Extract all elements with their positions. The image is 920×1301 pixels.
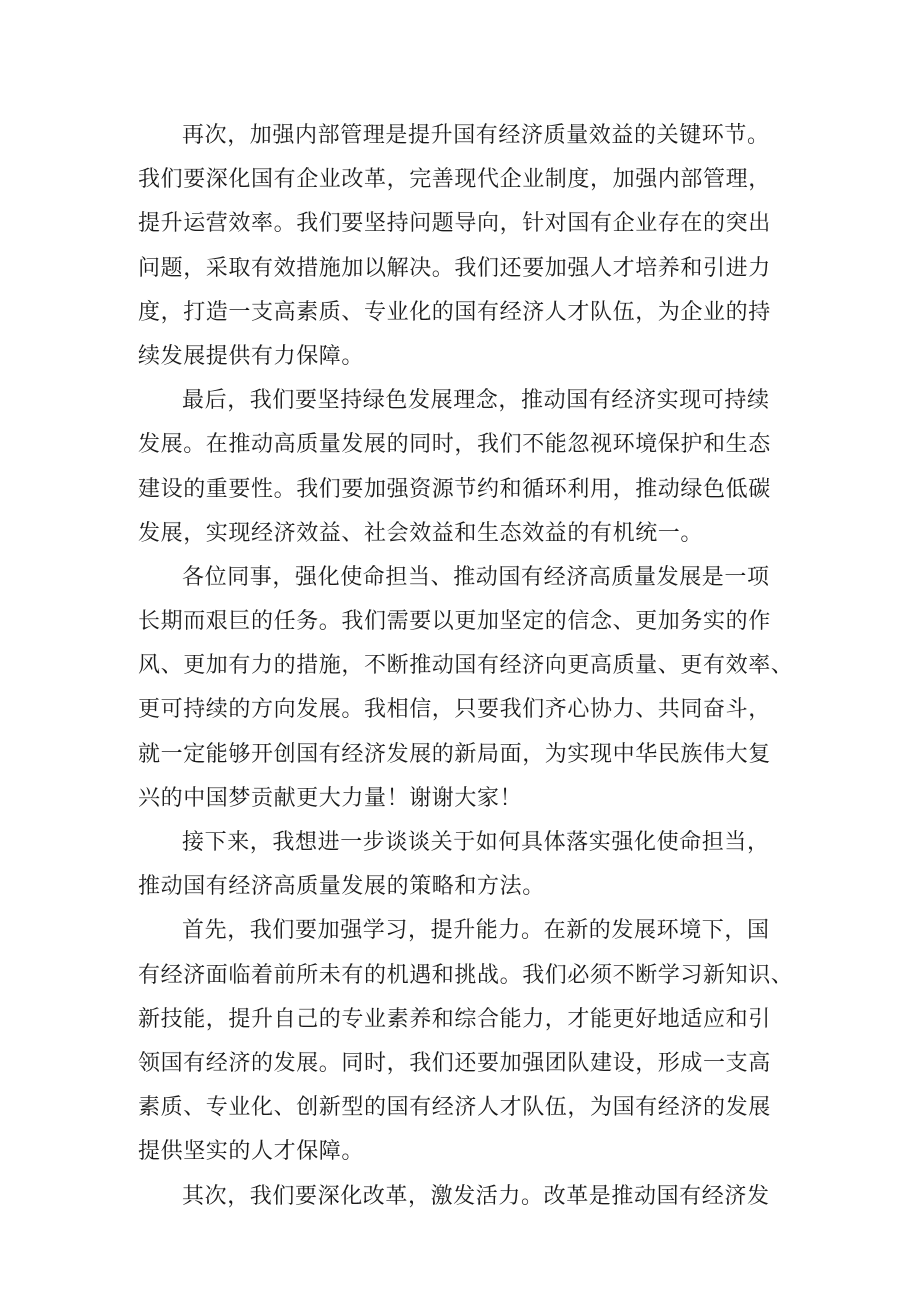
text-line: 更可持续的方向发展。我相信，只要我们齐心协力、共同奋斗， xyxy=(138,697,771,723)
text-line: 建设的重要性。我们要加强资源节约和循环利用，推动绿色低碳 xyxy=(138,476,771,502)
document-body xyxy=(138,114,794,1219)
text-line: 首先，我们要加强学习，提升能力。在新的发展环境下，国 xyxy=(182,918,770,944)
text-line: 提供坚实的人才保障。 xyxy=(138,1139,365,1165)
text-line: 最后，我们要坚持绿色发展理念，推动国有经济实现可持续 xyxy=(182,388,770,414)
paragraph-learning xyxy=(138,909,794,1174)
text-line: 问题，采取有效措施加以解决。我们还要加强人才培养和引进力 xyxy=(138,255,771,281)
text-line: 有经济面临着前所未有的机遇和挑战。我们必须不断学习新知识、 xyxy=(138,962,794,988)
text-line: 各位同事，强化使命担当、推动国有经济高质量发展是一项 xyxy=(182,564,770,590)
paragraph-next-topic xyxy=(138,821,790,909)
paragraph-green-development xyxy=(138,379,790,556)
text-line: 度，打造一支高素质、专业化的国有经济人才队伍，为企业的持 xyxy=(138,299,771,325)
text-line: 续发展提供有力保障。 xyxy=(138,343,365,369)
text-line: 推动国有经济高质量发展的策略和方法。 xyxy=(138,874,545,900)
text-line: 兴的中国梦贡献更大力量！谢谢大家！ xyxy=(138,785,523,811)
text-line: 发展，实现经济效益、社会效益和生态效益的有机统一。 xyxy=(138,520,704,546)
paragraph-closing-remarks xyxy=(138,556,794,821)
text-line: 我们要深化国有企业改革，完善现代企业制度，加强内部管理， xyxy=(138,167,771,193)
text-line: 风、更加有力的措施，不断推动国有经济向更高质量、更有效率、 xyxy=(138,653,794,679)
text-line: 接下来，我想进一步谈谈关于如何具体落实强化使命担当， xyxy=(182,830,770,855)
paragraph-internal-management xyxy=(138,114,790,379)
text-line: 发展。在推动高质量发展的同时，我们不能忽视环境保护和生态 xyxy=(138,432,771,458)
text-line: 再次，加强内部管理是提升国有经济质量效益的关键环节。 xyxy=(182,123,770,148)
text-line: 就一定能够开创国有经济发展的新局面，为实现中华民族伟大复 xyxy=(138,741,771,767)
text-line: 新技能，提升自己的专业素养和综合能力，才能更好地适应和引 xyxy=(138,1006,771,1032)
text-line: 领国有经济的发展。同时，我们还要加强团队建设，形成一支高 xyxy=(138,1050,771,1076)
text-line: 其次，我们要深化改革，激发活力。改革是推动国有经济发 xyxy=(182,1183,770,1209)
text-line: 长期而艰巨的任务。我们需要以更加坚定的信念、更加务实的作 xyxy=(138,609,771,635)
paragraph-reform xyxy=(138,1175,790,1219)
text-line: 素质、专业化、创新型的国有经济人才队伍，为国有经济的发展 xyxy=(138,1095,771,1121)
text-line: 提升运营效率。我们要坚持问题导向，针对国有企业存在的突出 xyxy=(138,211,771,237)
